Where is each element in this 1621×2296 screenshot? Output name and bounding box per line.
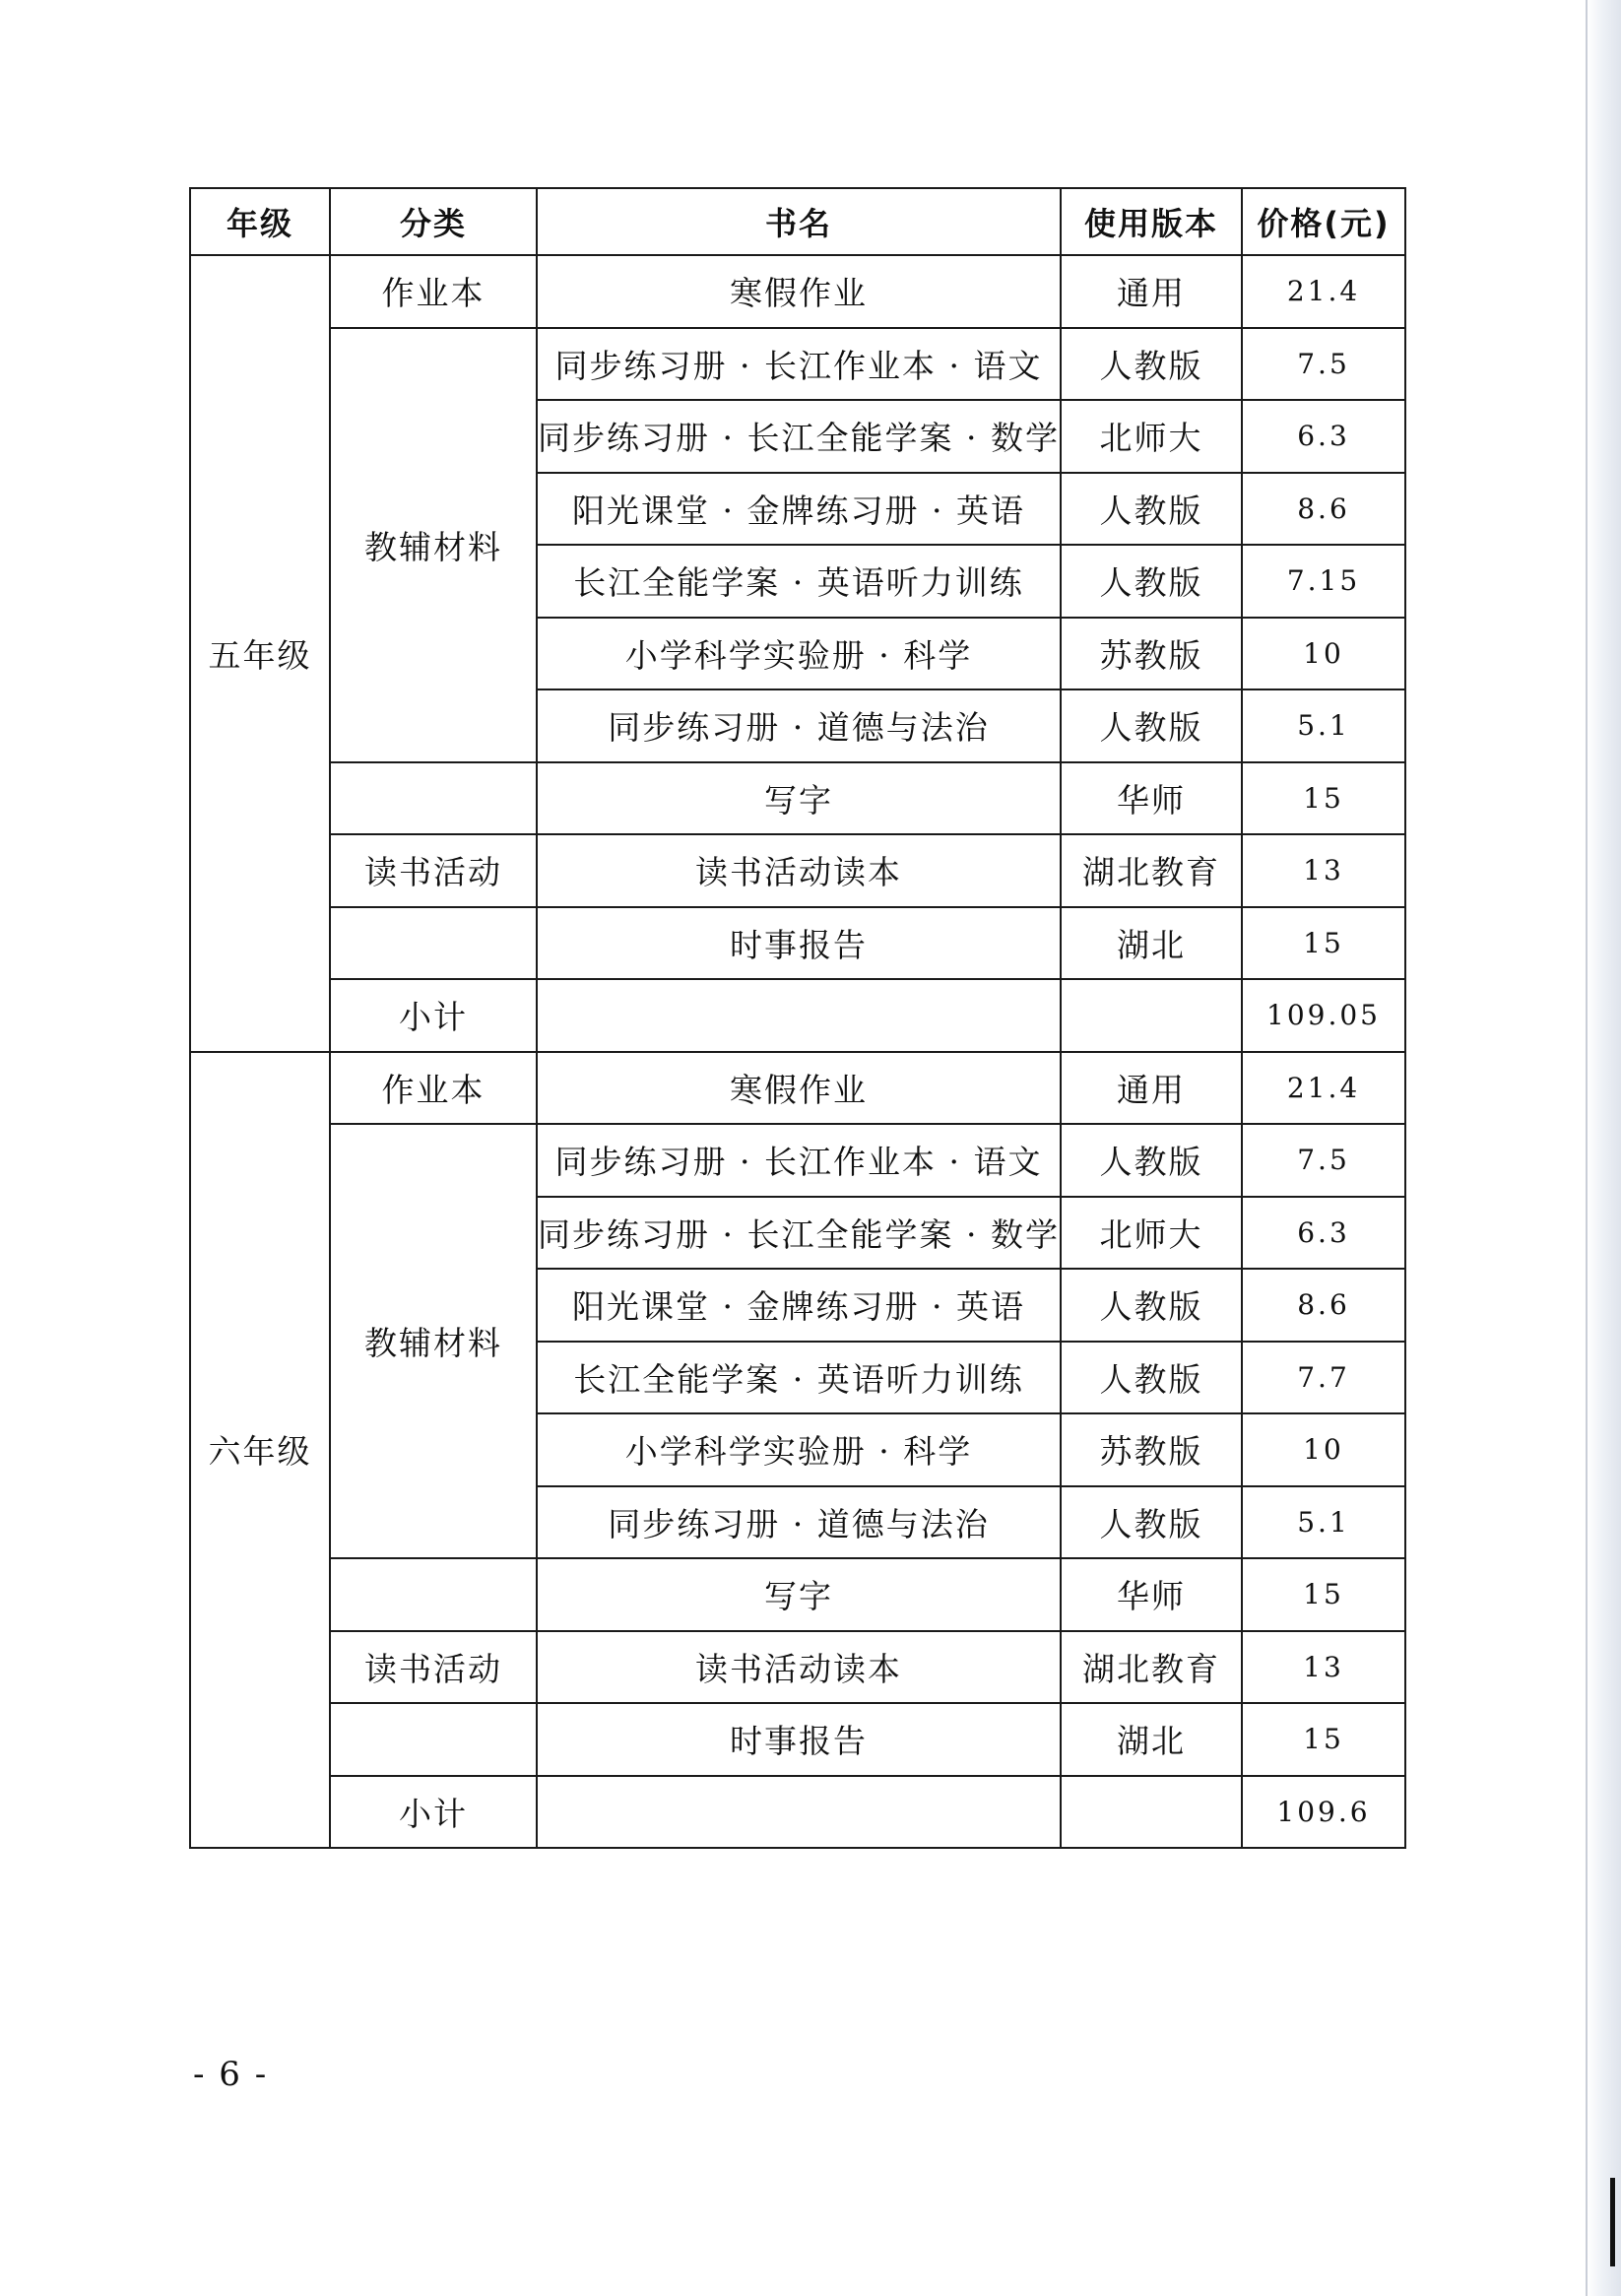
title-cell: 寒假作业	[537, 1052, 1061, 1125]
price-cell: 15	[1242, 1703, 1405, 1776]
price-cell: 7.5	[1242, 328, 1405, 401]
grade-cell: 六年级	[190, 1052, 330, 1849]
price-cell: 6.3	[1242, 1197, 1405, 1270]
title-cell: 时事报告	[537, 1703, 1061, 1776]
title-cell: 时事报告	[537, 907, 1061, 980]
edition-cell: 人教版	[1061, 473, 1242, 546]
title-cell: 读书活动读本	[537, 1631, 1061, 1704]
price-cell: 7.15	[1242, 545, 1405, 618]
scan-page-edge	[1586, 0, 1621, 2296]
price-cell: 7.5	[1242, 1124, 1405, 1197]
subtotal-price: 109.05	[1242, 979, 1405, 1052]
price-cell: 7.7	[1242, 1342, 1405, 1414]
title-cell: 同步练习册 · 长江全能学案 · 数学	[537, 1197, 1061, 1270]
table-row	[190, 834, 1405, 907]
table-row	[190, 1124, 1405, 1197]
edition-cell: 人教版	[1061, 328, 1242, 401]
book-price-table	[189, 187, 1406, 1849]
edition-cell: 北师大	[1061, 400, 1242, 473]
title-cell: 小学科学实验册 · 科学	[537, 1413, 1061, 1486]
edition-cell: 华师	[1061, 762, 1242, 835]
subtotal-label: 小计	[330, 1776, 537, 1849]
price-cell: 8.6	[1242, 473, 1405, 546]
category-cell: 教辅材料	[330, 1124, 537, 1558]
title-cell	[537, 1776, 1061, 1849]
price-cell: 5.1	[1242, 689, 1405, 762]
edition-cell	[1061, 979, 1242, 1052]
edition-cell: 苏教版	[1061, 1413, 1242, 1486]
edition-cell: 湖北教育	[1061, 1631, 1242, 1704]
scan-edge-mark	[1610, 2178, 1615, 2266]
edition-cell: 北师大	[1061, 1197, 1242, 1270]
price-cell: 10	[1242, 1413, 1405, 1486]
header-price: 价格(元)	[1242, 188, 1405, 255]
price-cell: 15	[1242, 1558, 1405, 1631]
edition-cell: 人教版	[1061, 1486, 1242, 1559]
price-cell: 13	[1242, 834, 1405, 907]
edition-cell: 湖北	[1061, 1703, 1242, 1776]
category-cell	[330, 762, 537, 835]
price-cell: 21.4	[1242, 1052, 1405, 1125]
edition-cell: 华师	[1061, 1558, 1242, 1631]
subtotal-label: 小计	[330, 979, 537, 1052]
subtotal-price: 109.6	[1242, 1776, 1405, 1849]
edition-cell: 湖北	[1061, 907, 1242, 980]
title-cell	[537, 979, 1061, 1052]
title-cell: 长江全能学案 · 英语听力训练	[537, 545, 1061, 618]
category-cell	[330, 1703, 537, 1776]
table-row	[190, 1558, 1405, 1631]
title-cell: 写字	[537, 1558, 1061, 1631]
header-grade: 年级	[190, 188, 330, 255]
title-cell: 寒假作业	[537, 255, 1061, 328]
price-cell: 6.3	[1242, 400, 1405, 473]
category-cell	[330, 907, 537, 980]
page-number: - 6 -	[193, 2055, 269, 2094]
title-cell: 读书活动读本	[537, 834, 1061, 907]
title-cell: 同步练习册 · 长江作业本 · 语文	[537, 328, 1061, 401]
table-header-row	[190, 188, 1405, 255]
subtotal-row	[190, 1776, 1405, 1849]
edition-cell: 通用	[1061, 255, 1242, 328]
category-cell: 读书活动	[330, 834, 537, 907]
grade-cell: 五年级	[190, 255, 330, 1052]
edition-cell: 人教版	[1061, 1342, 1242, 1414]
table-row	[190, 255, 1405, 328]
edition-cell: 人教版	[1061, 1269, 1242, 1342]
edition-cell: 人教版	[1061, 545, 1242, 618]
price-cell: 15	[1242, 762, 1405, 835]
table-row	[190, 1052, 1405, 1125]
title-cell: 小学科学实验册 · 科学	[537, 618, 1061, 690]
price-cell: 15	[1242, 907, 1405, 980]
edition-cell: 苏教版	[1061, 618, 1242, 690]
title-cell: 阳光课堂 · 金牌练习册 · 英语	[537, 1269, 1061, 1342]
title-cell: 同步练习册 · 长江作业本 · 语文	[537, 1124, 1061, 1197]
category-cell: 读书活动	[330, 1631, 537, 1704]
table-row	[190, 762, 1405, 835]
edition-cell: 人教版	[1061, 1124, 1242, 1197]
category-cell: 教辅材料	[330, 328, 537, 762]
header-edition: 使用版本	[1061, 188, 1242, 255]
title-cell: 阳光课堂 · 金牌练习册 · 英语	[537, 473, 1061, 546]
header-title: 书名	[537, 188, 1061, 255]
title-cell: 长江全能学案 · 英语听力训练	[537, 1342, 1061, 1414]
table-row	[190, 907, 1405, 980]
table-row	[190, 1631, 1405, 1704]
price-cell: 5.1	[1242, 1486, 1405, 1559]
title-cell: 同步练习册 · 道德与法治	[537, 689, 1061, 762]
title-cell: 同步练习册 · 道德与法治	[537, 1486, 1061, 1559]
edition-cell: 人教版	[1061, 689, 1242, 762]
category-cell: 作业本	[330, 255, 537, 328]
edition-cell: 通用	[1061, 1052, 1242, 1125]
price-cell: 13	[1242, 1631, 1405, 1704]
price-cell: 21.4	[1242, 255, 1405, 328]
price-cell: 8.6	[1242, 1269, 1405, 1342]
edition-cell	[1061, 1776, 1242, 1849]
category-cell	[330, 1558, 537, 1631]
title-cell: 写字	[537, 762, 1061, 835]
edition-cell: 湖北教育	[1061, 834, 1242, 907]
category-cell: 作业本	[330, 1052, 537, 1125]
table-row	[190, 328, 1405, 401]
price-cell: 10	[1242, 618, 1405, 690]
table-row	[190, 1703, 1405, 1776]
title-cell: 同步练习册 · 长江全能学案 · 数学	[537, 400, 1061, 473]
header-category: 分类	[330, 188, 537, 255]
subtotal-row	[190, 979, 1405, 1052]
